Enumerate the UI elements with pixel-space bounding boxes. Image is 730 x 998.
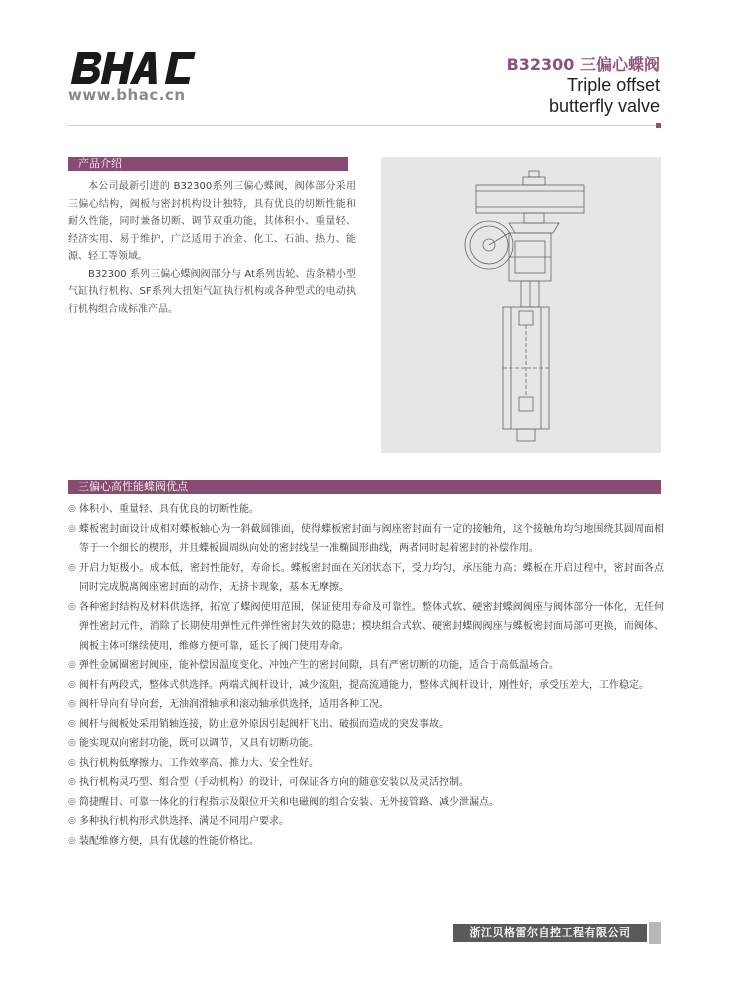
valve-drawing bbox=[381, 157, 661, 453]
feature-text: 能实现双向密封功能，既可以调节，又具有切断功能。 bbox=[79, 738, 319, 749]
bullet-icon: ◎ bbox=[68, 679, 76, 690]
bullet-icon: ◎ bbox=[68, 699, 76, 709]
feature-text: 简捷醒目、可靠一体化的行程指示及限位开关和电磁阀的组合安装、无外接管路、减少泄漏点。 bbox=[79, 796, 499, 808]
title-english-line2: butterfly valve bbox=[548, 96, 660, 116]
bullet-icon: ◎ bbox=[68, 504, 76, 514]
bullet-icon: ◎ bbox=[68, 660, 76, 670]
section-heading-features: 三偏心高性能蝶阀优点 bbox=[68, 480, 661, 494]
feature-text: 开启力矩极小。成本低，密封性能好，寿命长。蝶板密封面在关闭状态下，受力均匀，承压能力高；蝶板在开启过程中，密封面各点同时完成脱离阀座密封面的动作，无挤卡现象，基本无摩擦。 bbox=[79, 562, 664, 593]
bullet-icon: ◎ bbox=[68, 757, 76, 768]
feature-item bbox=[68, 734, 664, 754]
feature-item bbox=[68, 500, 664, 520]
bullet-icon: ◎ bbox=[68, 796, 76, 807]
feature-item bbox=[68, 676, 664, 696]
feature-item bbox=[68, 715, 664, 735]
feature-item bbox=[68, 656, 664, 676]
feature-item bbox=[68, 812, 664, 832]
intro-paragraph: B32300 系列三偏心蝶阀阀部分与 At系列齿轮、齿条精小型气缸执行机构、SF系列大扭矩气缸执行机构或各种型式的电动执行机构组合成标准产品。 bbox=[68, 268, 356, 315]
feature-text: 阀杆与阀板处采用销轴连接，防止意外原因引起阀杆飞出、破损而造成的突发事故。 bbox=[79, 718, 449, 730]
bullet-icon: ◎ bbox=[68, 601, 76, 612]
product-drawing bbox=[381, 157, 661, 453]
bullet-icon: ◎ bbox=[68, 738, 76, 748]
bhac-logo bbox=[68, 50, 198, 86]
footer-accent-tab bbox=[649, 922, 661, 944]
feature-item bbox=[68, 598, 664, 657]
bullet-icon: ◎ bbox=[68, 835, 76, 846]
title-chinese: B32300 三偏心蝶阀 bbox=[506, 55, 660, 74]
feature-text: 阀杆导向有导向套，无油润滑轴承和滚动轴承供选择，适用各种工况。 bbox=[79, 699, 389, 710]
title-block bbox=[507, 52, 660, 117]
header-accent-mark bbox=[656, 123, 661, 128]
bullet-icon: ◎ bbox=[68, 777, 76, 787]
feature-text: 弹性金属圈密封阀座，能补偿因温度变化、冲蚀产生的密封间隙，具有严密切断的功能，适合于高低温场合。 bbox=[79, 660, 559, 671]
feature-item bbox=[68, 754, 664, 774]
feature-text: 阀杆有两段式，整体式供选择。两端式阀杆设计，减少流阻，提高流通能力，整体式阀杆设计，刚性好，承受压差大，工作稳定。 bbox=[79, 679, 649, 691]
bullet-icon: ◎ bbox=[68, 523, 76, 534]
header-divider bbox=[68, 125, 656, 126]
website-url: www.bhac.cn bbox=[68, 86, 186, 104]
feature-item bbox=[68, 773, 664, 793]
feature-text: 体积小、重量轻、具有优良的切断性能。 bbox=[79, 504, 259, 515]
bullet-icon: ◎ bbox=[68, 718, 76, 729]
feature-text: 装配维修方便，具有优越的性能价格比。 bbox=[79, 835, 259, 847]
feature-text: 执行机构低摩擦力、工作效率高、推力大、安全性好。 bbox=[79, 757, 319, 769]
feature-item bbox=[68, 695, 664, 715]
feature-item bbox=[68, 793, 664, 813]
title-english-line1: Triple offset bbox=[566, 75, 660, 95]
bullet-icon: ◎ bbox=[68, 562, 76, 573]
features-list bbox=[68, 500, 664, 851]
intro-text bbox=[68, 178, 356, 318]
section-heading-intro: 产品介绍 bbox=[68, 157, 348, 171]
feature-item bbox=[68, 832, 664, 852]
intro-paragraph: 本公司最新引进的 B32300系列三偏心蝶阀，阀体部分采用三偏心结构，阀板与密封机构设计独特，具有优良的切断性能和耐久性能，同时兼备切断、调节双重功能，其体积小、重量轻、经济实用、易于维护，广泛适用于冶金、化工、石油、热力、能源、轻工等领域。 bbox=[68, 181, 356, 262]
feature-item bbox=[68, 559, 664, 598]
feature-text: 各种密封结构及材料供选择，拓宽了蝶阀使用范围，保证使用寿命及可靠性。整体式软、硬密封蝶阀阀座与阀体部分一体化，无任何弹性密封元件，消除了长期使用弹性元件弹性密封失效的隐患；模块组合式软、硬密封蝶阀阀座与蝶板密封面局部可更换，而阀体、阀板主体可继续使用，维修方便可靠，延长了阀门使用寿命。 bbox=[79, 601, 664, 652]
feature-text: 蝶板密封面设计成相对蝶板轴心为一斜截圆锥面，使得蝶板密封面与阀座密封面有一定的接触角，这个接触角均匀地围绕其圆周面相等于一个细长的楔形，并且蝶板圆周纵向处的密封线呈一准椭圆形曲线，两者同时起着密封的补偿作用。 bbox=[79, 523, 664, 554]
feature-item bbox=[68, 520, 664, 559]
feature-text: 多种执行机构形式供选择、满足不同用户要求。 bbox=[79, 816, 289, 827]
bullet-icon: ◎ bbox=[68, 816, 76, 826]
footer-company-name: 浙江贝格雷尔自控工程有限公司 bbox=[453, 924, 647, 942]
feature-text: 执行机构灵巧型、组合型（手动机构）的设计，可保证各方向的随意安装以及灵活控制。 bbox=[79, 777, 469, 788]
